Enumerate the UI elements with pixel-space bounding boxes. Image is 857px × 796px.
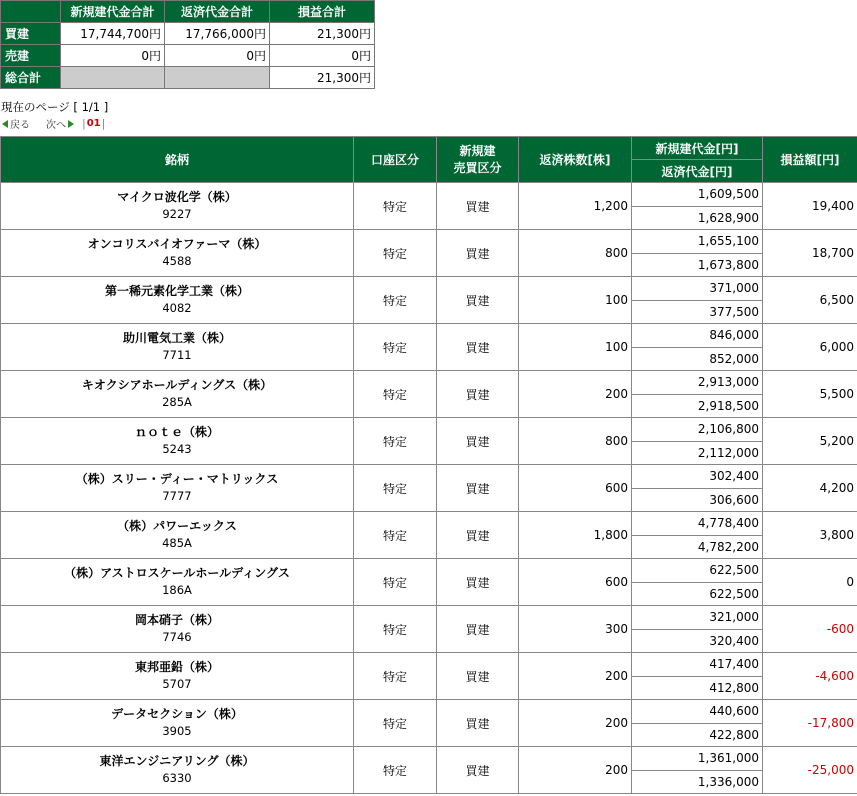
table-row [1,559,857,583]
stock-name[interactable]: ｎｏｔｅ（株） [134,425,219,439]
profit-loss: 0 [763,559,857,606]
table-header-row [1,137,857,160]
summary-pl-total: 0円 [270,45,375,67]
summary-close-total: 17,766,000円 [165,23,270,45]
trade-type: 買建 [437,559,519,606]
profit-loss: 3,800 [763,512,857,559]
summary-header-blank [1,1,61,23]
stock-cell [1,559,354,606]
stock-name[interactable]: データセクション（株） [111,707,243,721]
close-shares: 800 [519,230,632,277]
new-amount: 321,000 [632,606,763,630]
stock-name[interactable]: （株）アストロスケールホールディングス [64,566,290,580]
profit-loss: -600 [763,606,857,653]
stock-cell [1,512,354,559]
close-amount: 622,500 [632,582,763,606]
summary-header-row [1,1,375,23]
close-amount: 2,112,000 [632,441,763,465]
trade-type: 買建 [437,653,519,700]
table-row [1,418,857,442]
trade-type: 買建 [437,747,519,794]
stock-cell [1,277,354,324]
account-type: 特定 [354,183,437,230]
stock-name[interactable]: マイクロ波化学（株） [117,190,237,204]
table-row [1,183,857,207]
next-arrow-icon [68,120,74,128]
page-separator: | [101,117,106,130]
close-shares: 300 [519,606,632,653]
table-row [1,653,857,677]
account-type: 特定 [354,747,437,794]
account-type: 特定 [354,418,437,465]
stock-code: 7777 [162,489,192,503]
trade-type: 買建 [437,512,519,559]
trade-type: 買建 [437,418,519,465]
close-amount: 422,800 [632,723,763,747]
account-type: 特定 [354,559,437,606]
close-shares: 1,800 [519,512,632,559]
stock-cell [1,371,354,418]
next-link[interactable] [46,116,74,131]
stock-code: 285A [162,395,192,409]
summary-table [0,0,375,89]
close-amount: 2,918,500 [632,394,763,418]
close-shares: 800 [519,418,632,465]
back-arrow-icon [2,120,8,128]
profit-loss: -25,000 [763,747,857,794]
header-shares: 返済株数[株] [519,137,632,183]
close-shares: 1,200 [519,183,632,230]
pager-nav [2,116,105,131]
stock-code: 5707 [162,677,192,691]
summary-new-total-empty [61,67,165,89]
header-pl: 損益額[円] [763,137,857,183]
page-number-link[interactable]: 01 [86,118,101,129]
stock-cell [1,183,354,230]
close-shares: 200 [519,747,632,794]
account-type: 特定 [354,277,437,324]
stock-cell [1,700,354,747]
stock-cell [1,747,354,794]
stock-code: 186A [162,583,192,597]
new-amount: 1,655,100 [632,230,763,254]
account-type: 特定 [354,230,437,277]
new-amount: 302,400 [632,465,763,489]
new-amount: 371,000 [632,277,763,301]
profit-loss: 19,400 [763,183,857,230]
account-type: 特定 [354,653,437,700]
back-label: 戻る [10,120,30,131]
header-new-amount: 新規建代金[円] [632,137,763,160]
stock-code: 485A [162,536,192,550]
new-amount: 2,106,800 [632,418,763,442]
summary-pl-total: 21,300円 [270,67,375,89]
close-shares: 600 [519,465,632,512]
summary-row-label: 総合計 [1,67,61,89]
summary-row-label: 買建 [1,23,61,45]
summary-new-total: 0円 [61,45,165,67]
profit-loss: 5,200 [763,418,857,465]
close-amount: 377,500 [632,300,763,324]
summary-close-total: 0円 [165,45,270,67]
close-shares: 100 [519,324,632,371]
new-amount: 4,778,400 [632,512,763,536]
account-type: 特定 [354,465,437,512]
new-amount: 622,500 [632,559,763,583]
account-type: 特定 [354,606,437,653]
profit-loss: 6,500 [763,277,857,324]
close-shares: 200 [519,700,632,747]
current-page-text: 現在のページ [ 1/1 ] [1,100,109,114]
stock-name[interactable]: 第一稀元素化学工業（株） [104,284,249,298]
summary-row-sell [1,45,375,67]
close-amount: 320,400 [632,629,763,653]
account-type: 特定 [354,324,437,371]
close-shares: 200 [519,371,632,418]
positions-table [0,136,857,794]
stock-code: 6330 [162,771,192,785]
summary-row-buy [1,23,375,45]
stock-name[interactable]: 助川電気工業（株） [122,331,231,345]
trade-type: 買建 [437,183,519,230]
new-amount: 417,400 [632,653,763,677]
stock-cell [1,418,354,465]
stock-cell [1,230,354,277]
new-amount: 2,913,000 [632,371,763,395]
page-separator: | [82,117,86,130]
close-amount: 1,336,000 [632,770,763,794]
stock-cell [1,653,354,700]
summary-header-pl-total: 損益合計 [270,1,375,23]
trade-type: 買建 [437,700,519,747]
header-account: 口座区分 [354,137,437,183]
close-amount: 412,800 [632,676,763,700]
stock-name[interactable]: 岡本硝子（株） [134,613,219,627]
table-row [1,230,857,254]
new-amount: 1,609,500 [632,183,763,207]
close-amount: 306,600 [632,488,763,512]
account-type: 特定 [354,700,437,747]
table-row [1,512,857,536]
stock-code: 5243 [162,442,192,456]
new-amount: 440,600 [632,700,763,724]
table-row [1,700,857,724]
stock-code: 4588 [162,254,192,268]
trade-type: 買建 [437,606,519,653]
header-name: 銘柄 [1,137,354,183]
stock-name[interactable]: （株）パワーエックス [117,519,237,533]
close-amount: 1,673,800 [632,253,763,277]
summary-header-new-total: 新規建代金合計 [61,1,165,23]
back-link[interactable] [2,116,30,131]
stock-cell [1,606,354,653]
header-close-amount: 返済代金[円] [632,160,763,183]
account-type: 特定 [354,371,437,418]
profit-loss: 4,200 [763,465,857,512]
stock-name[interactable]: オンコリスバイオファーマ（株） [87,237,267,251]
summary-pl-total: 21,300円 [270,23,375,45]
stock-code: 9227 [162,207,192,221]
profit-loss: 18,700 [763,230,857,277]
summary-close-total-empty [165,67,270,89]
summary-row-label: 売建 [1,45,61,67]
table-row [1,324,857,348]
profit-loss: -17,800 [763,700,857,747]
profit-loss: 5,500 [763,371,857,418]
close-shares: 600 [519,559,632,606]
table-row [1,747,857,771]
close-amount: 4,782,200 [632,535,763,559]
trade-type: 買建 [437,230,519,277]
close-shares: 100 [519,277,632,324]
header-type-line1: 新規建 [459,143,496,158]
trade-type: 買建 [437,465,519,512]
table-row [1,606,857,630]
stock-cell [1,324,354,371]
new-amount: 1,361,000 [632,747,763,771]
summary-header-close-total: 返済代金合計 [165,1,270,23]
profit-loss: -4,600 [763,653,857,700]
stock-name[interactable]: 東邦亜鉛（株） [134,660,219,674]
table-body [1,183,857,794]
stock-code: 3905 [162,724,192,738]
new-amount: 846,000 [632,324,763,348]
trade-type: 買建 [437,277,519,324]
next-label: 次へ [46,120,66,131]
trade-type: 買建 [437,371,519,418]
stock-name[interactable]: 東洋エンジニアリング（株） [99,754,255,768]
stock-code: 7746 [162,630,192,644]
stock-cell [1,465,354,512]
header-type [437,137,519,183]
summary-new-total: 17,744,700円 [61,23,165,45]
table-row [1,371,857,395]
close-amount: 1,628,900 [632,206,763,230]
stock-name[interactable]: （株）スリー・ディー・マトリックス [75,472,279,486]
table-row [1,277,857,301]
trade-type: 買建 [437,324,519,371]
header-type-line2: 売買区分 [453,160,502,175]
close-shares: 200 [519,653,632,700]
stock-code: 4082 [162,301,192,315]
profit-loss: 6,000 [763,324,857,371]
stock-code: 7711 [162,348,192,362]
close-amount: 852,000 [632,347,763,371]
summary-row-total [1,67,375,89]
stock-name[interactable]: キオクシアホールディングス（株） [81,378,273,392]
table-row [1,465,857,489]
account-type: 特定 [354,512,437,559]
